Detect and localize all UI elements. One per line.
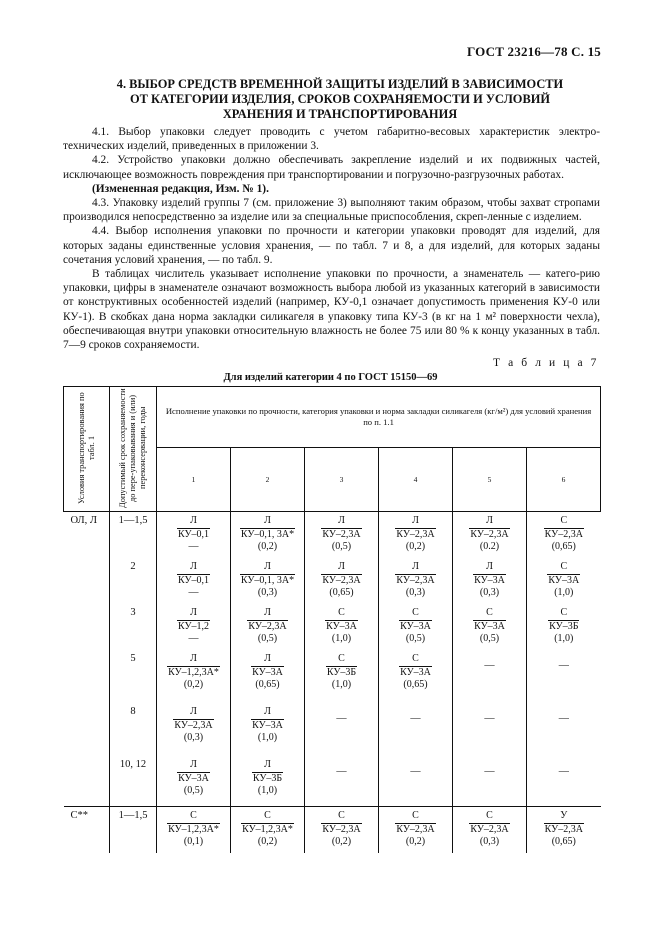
cell-packaging [157,807,231,854]
body-text [63,125,600,352]
paragraph-4-2: 4.2. Устройство упаковки должно обеспечивать закрепление изделий и их подвижных частей, исключающее возможность повреждения при транспортировании и погрузочно-разгрузочных работах. [63,154,600,181]
silica-gel-norm: (0,65) [551,541,576,552]
strength-version: Л [412,561,419,572]
cell-transport-condition: С** [64,807,110,854]
silica-gel-norm: (0,65) [329,587,354,598]
strength-version: Л [486,561,493,572]
strength-version: Л [264,561,271,572]
packaging-fraction [251,706,284,745]
cell-packaging [527,558,601,604]
cell-packaging [305,512,379,559]
silica-gel-norm: (0,2) [405,541,426,552]
table-row [64,604,601,650]
cell-storage-term: 3 [110,604,157,650]
strength-version: С [338,810,345,821]
table-row [64,558,601,604]
strength-version: Л [338,515,345,526]
cell-packaging: — [379,756,453,807]
cell-packaging [231,558,305,604]
packaging-fraction [473,607,506,646]
silica-gel-norm: (0,65) [551,836,576,847]
cell-packaging [231,512,305,559]
strength-version: С [338,653,345,664]
packaging-category: КУ–0,1 [177,574,210,586]
strength-version: С [486,607,493,618]
packaging-category: КУ–3А [252,719,283,731]
silica-gel-norm: (0,1) [183,836,204,847]
silica-gel-norm: (0,65) [255,679,280,690]
silica-gel-norm: (0,2) [257,836,278,847]
silica-gel-norm: (0,3) [183,732,204,743]
packaging-fraction [547,561,580,600]
header-storage-col-1: 1 [157,448,231,512]
packaging-fraction [395,561,435,600]
packaging-fraction [240,561,295,600]
packaging-category: КУ–2,3А [470,528,509,540]
packaging-fraction [177,759,210,798]
strength-version: С [190,810,197,821]
header-transport-conditions [64,387,110,512]
strength-version: С [560,515,568,526]
header-transport-conditions-text: Условия транспортирования по табл. 1 [76,391,96,504]
packaging-fraction [252,759,283,798]
packaging-category: КУ–3А [400,666,431,678]
paragraph-4-4: 4.4. Выбор исполнения упаковки по прочности и категории упаковки проводят для изделий, для которых заданы единственные условия хранения, — по табл. 7 и 8, а для изделий, для которых заданы сочетания условий хранения, — по табл. 9. [63,225,600,266]
packaging-fraction [167,810,220,849]
cell-packaging [157,756,231,807]
silica-gel-norm: (0,5) [257,633,278,644]
table-row [64,512,601,559]
header-packaging-group [157,387,601,448]
silica-gel-norm: (0,3) [479,836,500,847]
silica-gel-norm: (0,2) [405,836,426,847]
strength-version: С [338,607,345,618]
cell-packaging: — [305,703,379,756]
packaging-fraction [399,607,432,646]
strength-version: Л [190,515,197,526]
cell-storage-term: 1—1,5 [110,807,157,854]
packaging-fraction [326,653,357,692]
silica-gel-norm: — [188,541,199,552]
table-label: Т а б л и ц а 7 [492,357,599,369]
cell-packaging [157,604,231,650]
cell-packaging: — [379,703,453,756]
strength-version: С [412,653,419,664]
packaging-fraction [544,810,584,849]
packaging-category: КУ–3Б [252,772,283,784]
packaging-fraction [473,561,506,600]
packaging-fraction [167,653,220,692]
strength-version: С [412,607,419,618]
cell-packaging [305,604,379,650]
cell-packaging [379,604,453,650]
silica-gel-norm: (0,3) [479,587,500,598]
silica-gel-norm: (0,2) [257,541,278,552]
cell-transport-condition [64,756,110,807]
cell-packaging [157,650,231,703]
packaging-category: КУ–2,3А [396,574,435,586]
cell-storage-term: 8 [110,703,157,756]
packaging-category: КУ–3А [326,620,357,632]
silica-gel-norm: (1,0) [331,679,352,690]
table-row [64,807,601,854]
silica-gel-norm: (1,0) [554,587,574,598]
cell-packaging [527,512,601,559]
silica-gel-norm: (1,0) [554,633,574,644]
cell-packaging [453,558,527,604]
header-storage-col-6: 6 [527,448,601,512]
packaging-fraction [251,653,284,692]
packaging-category: КУ–0,1, 3А* [240,574,295,586]
packaging-fraction [177,515,210,554]
cell-storage-term: 2 [110,558,157,604]
packaging-fraction [548,607,579,646]
packaging-category: КУ–0,1, 3А* [240,528,295,540]
silica-gel-norm: (0,5) [479,633,500,644]
cell-packaging: — [305,756,379,807]
silica-gel-norm: (1,0) [331,633,352,644]
packaging-fraction [395,810,435,849]
packaging-category: КУ–2,3А [544,528,583,540]
header-storage-col-4: 4 [379,448,453,512]
cell-packaging [379,512,453,559]
strength-version: Л [190,653,197,664]
section-title-line: ОТ КАТЕГОРИИ ИЗДЕЛИЯ, СРОКОВ СОХРАНЯЕМОСТИ И УСЛОВИЙ [129,92,550,106]
cell-storage-term: 5 [110,650,157,703]
packaging-category: КУ–1,2,3А* [168,666,219,678]
cell-packaging [379,807,453,854]
packaging-category: КУ–3А [252,666,283,678]
silica-gel-norm: (0,2) [331,836,352,847]
packaging-fraction [177,607,210,646]
packaging-category: КУ–2,3А [396,823,435,835]
packaging-category: КУ–1,2,3А* [168,823,219,835]
cell-packaging: — [558,766,569,777]
section-title-line: ХРАНЕНИЯ И ТРАНСПОРТИРОВАНИЯ [222,107,458,121]
header-storage-col-5: 5 [453,448,527,512]
packaging-fraction [321,515,361,554]
cell-storage-term: 10, 12 [110,756,157,807]
strength-version: Л [264,653,271,664]
strength-version: Л [190,607,197,618]
strength-version: Л [338,561,345,572]
packaging-fraction [325,607,358,646]
strength-version: Л [412,515,419,526]
header-packaging-group-text: Исполнение упаковки по прочности, категория упаковки и норма закладки силикагеля (кг/м²) для условий хранения по п. 1.1 [165,405,592,427]
cell-packaging [453,807,527,854]
header-storage-col-2: 2 [231,448,305,512]
strength-version: Л [190,759,197,770]
cell-transport-condition: ОЛ, Л [64,512,110,559]
cell-packaging [231,756,305,807]
strength-version: У [560,810,568,821]
cell-storage-term: 1—1,5 [110,512,157,559]
packaging-table [63,386,601,853]
header-storage-term [110,387,157,512]
silica-gel-norm: (0,5) [405,633,426,644]
packaging-fraction [399,653,432,692]
silica-gel-norm: — [188,633,199,644]
strength-version: С [560,561,568,572]
cell-packaging [453,604,527,650]
packaging-fraction [321,561,361,600]
cell-packaging [527,604,601,650]
packaging-category: КУ–1,2,3А* [242,823,293,835]
cell-packaging [453,512,527,559]
cell-packaging [231,807,305,854]
packaging-category: КУ–3А [178,772,209,784]
packaging-category: КУ–1,2 [177,620,210,632]
strength-version: Л [190,706,197,717]
cell-packaging [379,650,453,703]
paragraph-4-1: 4.1. Выбор упаковки следует проводить с учетом габаритно-весовых характеристик электро-технических изделий, приведенных в приложении 3. [63,126,600,153]
silica-gel-norm: (0,2) [183,679,204,690]
page-header: ГОСТ 23216—78 С. 15 [467,44,601,59]
silica-gel-norm: — [188,587,199,598]
cell-transport-condition [64,650,110,703]
table-row [64,756,601,807]
cell-packaging [305,807,379,854]
silica-gel-norm: (1,0) [257,732,278,743]
strength-version: С [560,607,568,618]
silica-gel-norm: (0,5) [183,785,204,796]
strength-version: Л [486,515,493,526]
packaging-category: КУ–2,3А [470,823,509,835]
cell-packaging [157,703,231,756]
cell-packaging [231,703,305,756]
packaging-category: КУ–2,3А [248,620,287,632]
section-title-line: 4. ВЫБОР СРЕДСТВ ВРЕМЕННОЙ ЗАЩИТЫ ИЗДЕЛИЙ В ЗАВИСИМОСТИ [116,77,564,91]
packaging-category: КУ–3А [474,620,505,632]
cell-packaging: — [453,756,527,807]
table-caption: Для изделий категории 4 по ГОСТ 15150—69 [223,372,438,383]
header-storage-term-text: Допустимый срок сохраняемости до пере-упаковывания и (или) переконсервации, годы [118,387,147,508]
strength-version: С [412,810,419,821]
silica-gel-norm: (0,3) [405,587,426,598]
cell-packaging [305,650,379,703]
packaging-fraction [241,810,294,849]
packaging-fraction [247,607,287,646]
header-storage-col-3: 3 [305,448,379,512]
cell-packaging [157,558,231,604]
cell-packaging: — [558,660,569,671]
cell-packaging [379,558,453,604]
packaging-fraction [395,515,435,554]
strength-version: Л [264,759,271,770]
strength-version: Л [264,515,271,526]
cell-packaging: — [558,713,569,724]
silica-gel-norm: (0,5) [331,541,352,552]
silica-gel-norm: (0.2) [479,541,500,552]
section-title [70,77,610,122]
packaging-fraction [173,706,213,745]
packaging-fraction [177,561,210,600]
packaging-fraction [321,810,361,849]
cell-packaging [157,512,231,559]
cell-transport-condition [64,703,110,756]
packaging-category: КУ–3А [474,574,505,586]
strength-version: Л [264,706,271,717]
paragraph-4-3: 4.3. Упаковку изделий группы 7 (см. приложение 3) выполняют таким образом, чтобы захват стропами производился непосредственно за изделие или за специальные приспособления, скреп-ленные с изделием. [63,197,600,224]
silica-gel-norm: (0,65) [403,679,428,690]
table-row [64,650,601,703]
packaging-category: КУ–2,3А [322,528,361,540]
packaging-category: КУ–2,3А [322,823,361,835]
paragraph-4-2-edit-note: (Измененная редакция, Изм. № 1). [92,182,269,195]
packaging-category: КУ–0,1 [177,528,210,540]
cell-packaging [231,604,305,650]
strength-version: С [486,810,493,821]
cell-packaging: — [453,703,527,756]
strength-version: Л [190,561,197,572]
paragraph-table-notation: В таблицах числитель указывает исполнение упаковки по прочности, а знаменатель — катего-рию упаковки, цифры в знаменателе означают возможность выбора любой из указанных категорий в зависимости от конструктивных особенностей изделий (например, КУ-0,1 означает допустимость применения КУ-0 или КУ-1). В скобках дана норма закладки силикагеля в упаковку типа КУ-3 (в кг на 1 м² поверхности чехла), обеспечивающая внутри упаковки относительную влажность не более 75 или 80 % к концу указанных в табл. 7—9 сроков сохраняемости. [63,268,600,352]
packaging-category: КУ–2,3А [174,719,213,731]
packaging-fraction [469,515,509,554]
packaging-category: КУ–3Б [549,620,579,632]
cell-packaging: — [453,650,527,703]
cell-packaging [305,558,379,604]
silica-gel-norm: (1,0) [257,785,278,796]
packaging-fraction [469,810,509,849]
cell-packaging [231,650,305,703]
packaging-fraction [544,515,584,554]
packaging-category: КУ–3А [548,574,580,586]
silica-gel-norm: (0,3) [257,587,278,598]
cell-packaging [527,807,601,854]
packaging-fraction [240,515,295,554]
strength-version: Л [264,607,271,618]
table-row [64,703,601,756]
packaging-category: КУ–2,3А [544,823,583,835]
packaging-category: КУ–3А [400,620,431,632]
packaging-category: КУ–3Б [326,666,357,678]
cell-transport-condition [64,604,110,650]
strength-version: С [264,810,271,821]
packaging-category: КУ–2,3А [322,574,361,586]
packaging-category: КУ–2,3А [396,528,435,540]
cell-transport-condition [64,558,110,604]
